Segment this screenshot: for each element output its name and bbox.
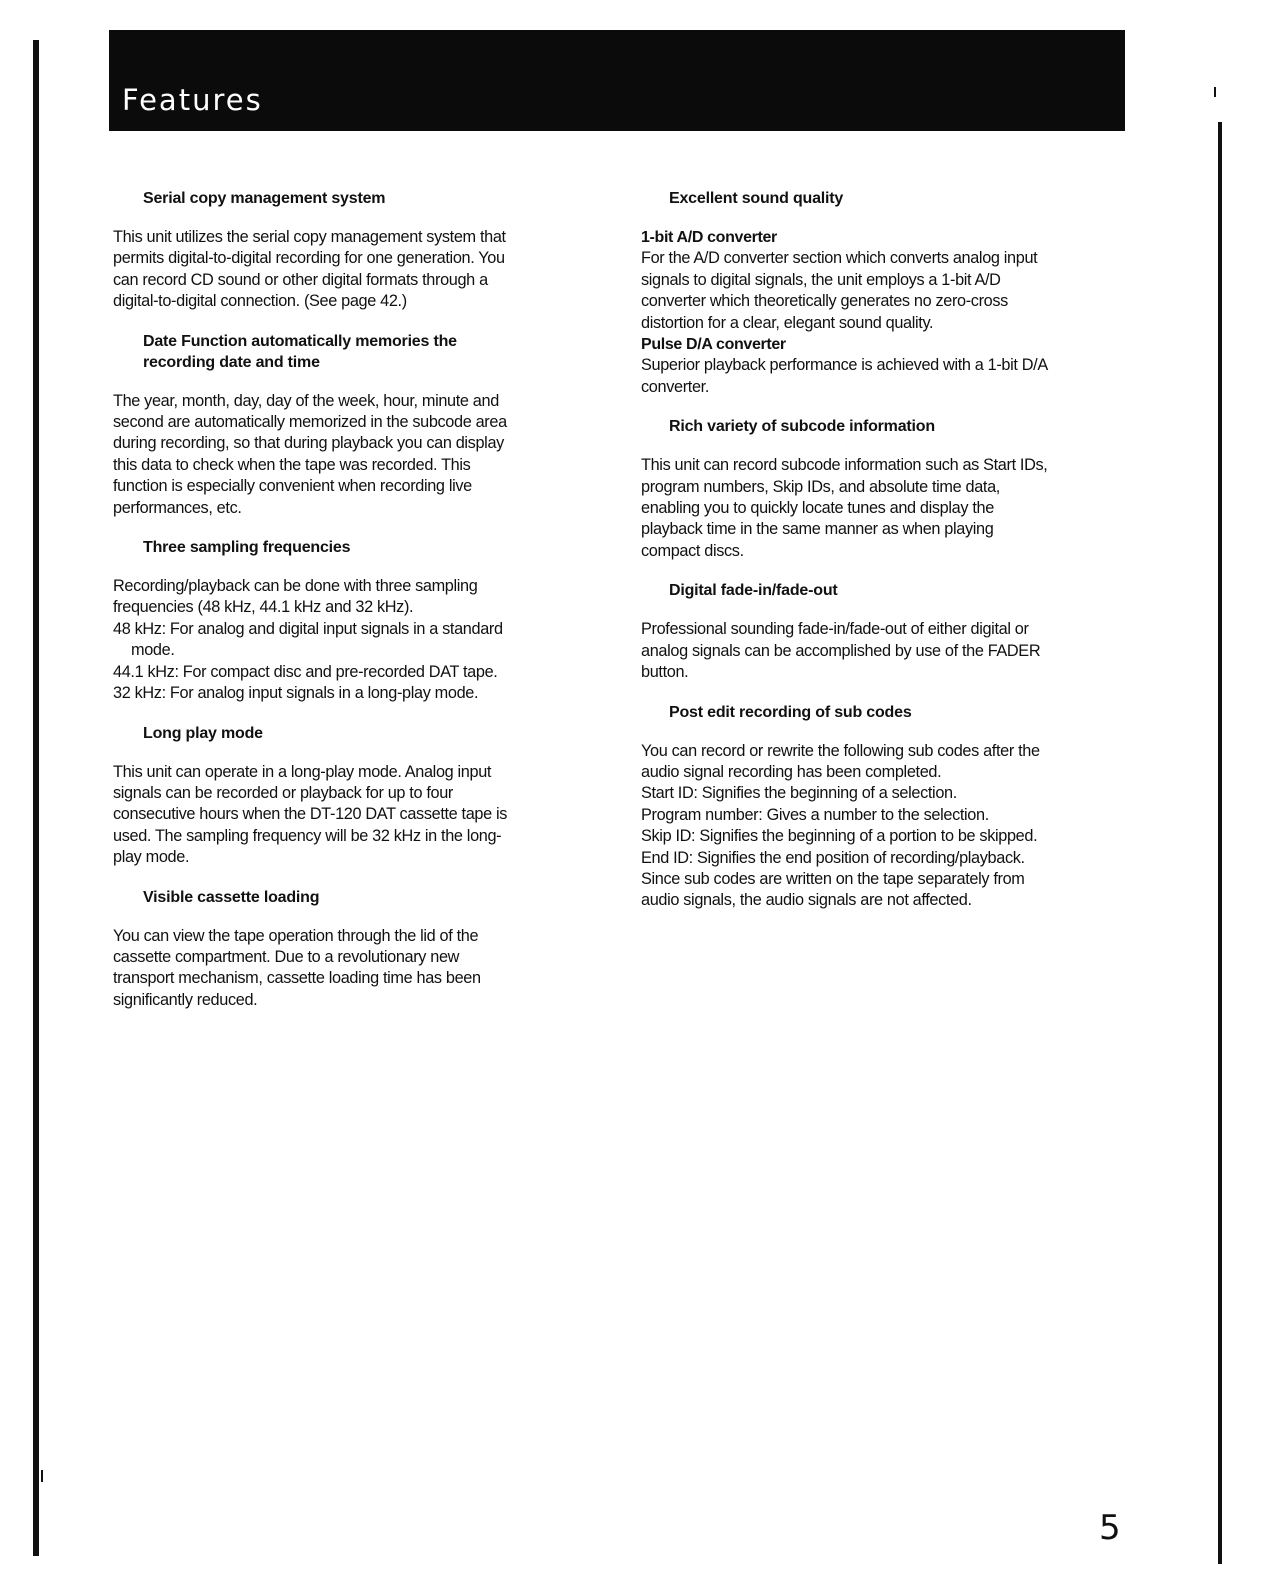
section-heading-long-play: Long play mode bbox=[143, 724, 263, 742]
text-line: play mode. bbox=[113, 848, 190, 867]
section-fade bbox=[641, 580, 1129, 683]
text-line: cassette compartment. Due to a revolutionary new bbox=[113, 947, 460, 966]
text-line: during recording, so that during playback you can display bbox=[113, 434, 504, 453]
subheading-da-converter: Pulse D/A converter bbox=[641, 336, 786, 354]
text-line: converter. bbox=[641, 377, 709, 396]
text-line: button. bbox=[641, 663, 689, 682]
heading-line: recording date and time bbox=[143, 353, 320, 371]
text-line: performances, etc. bbox=[113, 498, 242, 517]
text-line: audio signals, the audio signals are not affected. bbox=[641, 891, 972, 910]
page-title: Features bbox=[122, 83, 263, 117]
text-line: You can view the tape operation through the lid of the bbox=[113, 926, 479, 945]
section-long-play bbox=[113, 723, 583, 869]
text-line: permits digital-to-digital recording for one generation. You bbox=[113, 249, 505, 268]
text-line: Recording/playback can be done with three sampling bbox=[113, 577, 478, 596]
text-line: 32 kHz: For analog input signals in a long-play mode. bbox=[113, 684, 479, 703]
text-line: enabling you to quickly locate tunes and display the bbox=[641, 499, 994, 518]
section-date-function bbox=[113, 331, 583, 519]
text-line: compact discs. bbox=[641, 541, 744, 560]
text-line: End ID: Signifies the end position of recording/playback. bbox=[641, 848, 1025, 867]
section-heading-date-function bbox=[113, 331, 583, 373]
text-line: mode. bbox=[131, 641, 175, 660]
text-line: transport mechanism, cassette loading time has been bbox=[113, 969, 481, 988]
text-line: Start ID: Signifies the beginning of a selection. bbox=[641, 784, 957, 803]
section-sound-quality bbox=[641, 188, 1129, 398]
text-line: this data to check when the tape was recorded. This bbox=[113, 455, 471, 474]
section-body-cassette bbox=[113, 926, 583, 1012]
text-line: signals can be recorded or playback for up to four bbox=[113, 783, 453, 802]
section-heading-subcode: Rich variety of subcode information bbox=[669, 418, 935, 436]
section-heading-sampling: Three sampling frequencies bbox=[143, 539, 351, 557]
subheading-ad-converter: 1-bit A/D converter bbox=[641, 229, 777, 246]
text-line: For the A/D converter section which converts analog input bbox=[641, 249, 1038, 268]
text-line: The year, month, day, day of the week, hour, minute and bbox=[113, 391, 499, 410]
right-edge-line bbox=[1218, 122, 1222, 1564]
section-heading-serial-copy: Serial copy management system bbox=[143, 190, 386, 207]
page-number: 5 bbox=[1099, 1508, 1121, 1548]
section-serial-copy bbox=[113, 188, 583, 313]
text-line: This unit can operate in a long-play mode. Analog input bbox=[113, 762, 492, 781]
text-line: consecutive hours when the DT-120 DAT cassette tape is bbox=[113, 805, 508, 824]
section-body-sampling bbox=[113, 576, 583, 704]
section-post-edit bbox=[641, 702, 1129, 912]
text-line: Superior playback performance is achieved with a 1-bit D/A bbox=[641, 356, 1048, 375]
text-line: You can record or rewrite the following sub codes after the bbox=[641, 741, 1040, 760]
text-line: converter which theoretically generates no zero-cross bbox=[641, 292, 1008, 311]
heading-line: Date Function automatically memories the bbox=[143, 332, 457, 350]
section-body-sound-quality bbox=[641, 227, 1129, 398]
section-sampling bbox=[113, 537, 583, 704]
text-line: audio signal recording has been completed. bbox=[641, 762, 942, 781]
section-heading-post-edit: Post edit recording of sub codes bbox=[669, 703, 912, 721]
text-line: signals to digital signals, the unit employs a 1-bit A/D bbox=[641, 270, 1001, 289]
right-column bbox=[641, 188, 1129, 912]
text-line: distortion for a clear, elegant sound quality. bbox=[641, 313, 934, 332]
text-line: Program number: Gives a number to the selection. bbox=[641, 805, 989, 824]
text-line: can record CD sound or other digital formats through a bbox=[113, 270, 488, 289]
section-heading-fade: Digital fade-in/fade-out bbox=[669, 582, 838, 600]
section-body-post-edit bbox=[641, 741, 1129, 912]
text-line: second are automatically memorized in the subcode area bbox=[113, 413, 507, 432]
section-body-date-function bbox=[113, 391, 583, 519]
section-heading-cassette: Visible cassette loading bbox=[143, 888, 320, 906]
text-line: Professional sounding fade-in/fade-out of either digital or bbox=[641, 620, 1029, 639]
left-column bbox=[113, 188, 583, 1011]
text-line: Since sub codes are written on the tape separately from bbox=[641, 869, 1025, 888]
right-edge-tick bbox=[1214, 87, 1216, 97]
section-body-subcode bbox=[641, 455, 1129, 562]
text-line: used. The sampling frequency will be 32 kHz in the long- bbox=[113, 826, 502, 845]
text-line: playback time in the same manner as when playing bbox=[641, 520, 994, 539]
text-line: function is especially convenient when recording live bbox=[113, 477, 472, 496]
section-subcode bbox=[641, 416, 1129, 562]
text-line: program numbers, Skip IDs, and absolute time data, bbox=[641, 477, 1000, 496]
text-line: significantly reduced. bbox=[113, 990, 258, 1009]
text-line: analog signals can be accomplished by use of the FADER bbox=[641, 641, 1041, 660]
left-edge-tick bbox=[41, 1470, 43, 1482]
section-body-serial-copy bbox=[113, 227, 583, 313]
section-body-long-play bbox=[113, 762, 583, 869]
left-edge-line bbox=[33, 40, 39, 1556]
section-cassette bbox=[113, 887, 583, 1012]
text-line: frequencies (48 kHz, 44.1 kHz and 32 kHz). bbox=[113, 598, 414, 617]
header-bar bbox=[109, 30, 1125, 131]
section-body-fade bbox=[641, 619, 1129, 683]
text-line: This unit utilizes the serial copy management system that bbox=[113, 228, 506, 246]
text-line: 44.1 kHz: For compact disc and pre-recorded DAT tape. bbox=[113, 662, 498, 681]
text-line: digital-to-digital connection. (See page 42.) bbox=[113, 292, 407, 311]
section-heading-sound-quality: Excellent sound quality bbox=[669, 190, 844, 207]
text-line: 48 kHz: For analog and digital input signals in a standard bbox=[113, 619, 503, 638]
text-line: This unit can record subcode information such as Start IDs, bbox=[641, 456, 1048, 475]
text-line: Skip ID: Signifies the beginning of a portion to be skipped. bbox=[641, 827, 1038, 846]
